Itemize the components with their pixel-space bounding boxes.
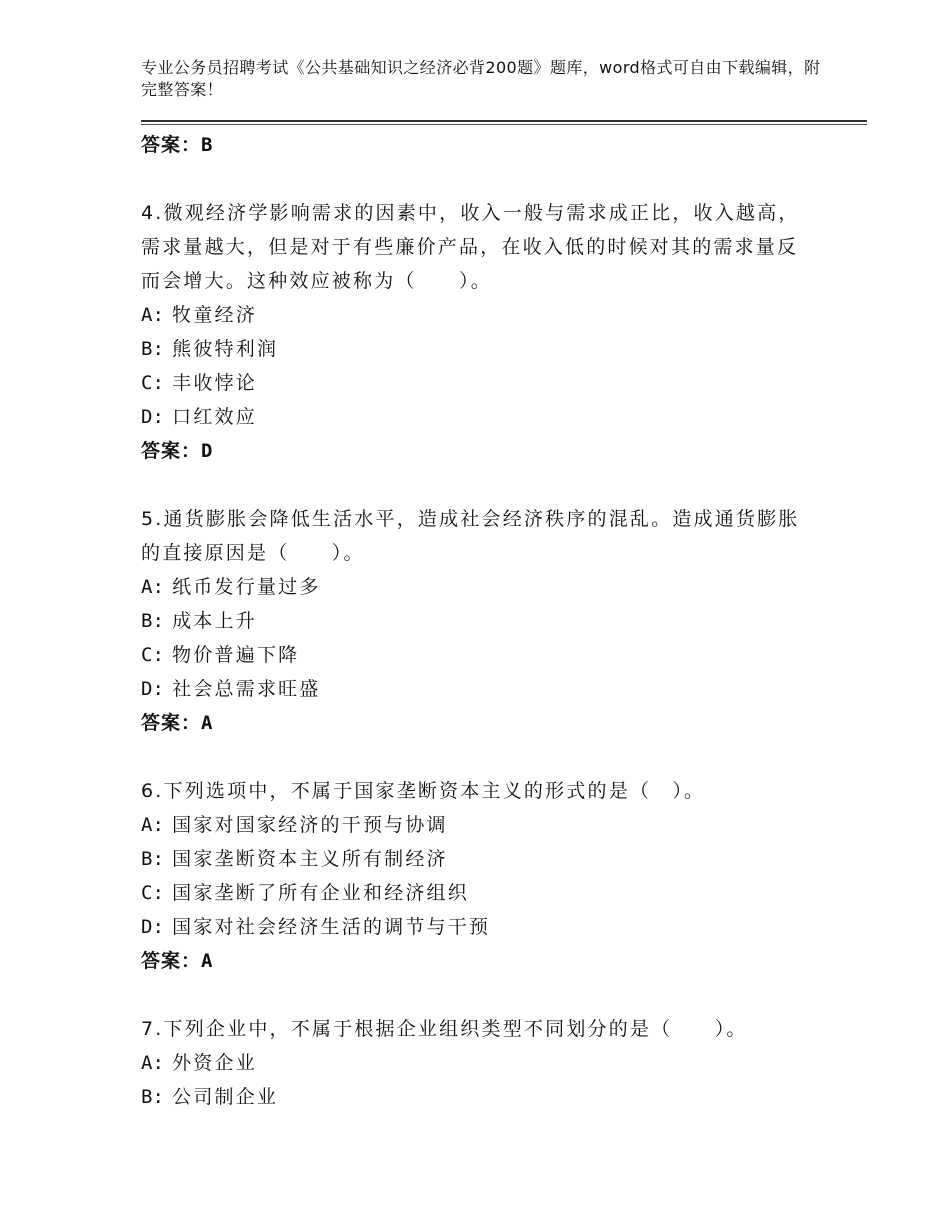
option-text: 国家对社会经济生活的调节与干预	[172, 916, 491, 938]
answer-label: 答案：	[141, 712, 202, 734]
option-text: 公司制企业	[172, 1086, 279, 1108]
option-c	[141, 876, 801, 910]
question-4	[141, 196, 801, 468]
option-b	[141, 842, 801, 876]
answer-value: A	[201, 950, 214, 972]
option-letter: C:	[141, 882, 164, 904]
option-letter: B:	[141, 338, 164, 360]
question-list	[141, 125, 801, 1114]
answer-value: B	[201, 134, 214, 156]
question-text: 5.通货膨胀会降低生活水平，造成社会经济秩序的混乱。造成通货膨胀的直接原因是（ ）。	[141, 508, 800, 564]
option-text: 社会总需求旺盛	[172, 678, 321, 700]
answer-label: 答案：	[141, 134, 202, 156]
option-text: 口红效应	[172, 406, 257, 428]
option-d	[141, 910, 801, 944]
question-text: 7.下列企业中，不属于根据企业组织类型不同划分的是（ ）。	[141, 1018, 748, 1040]
option-letter: B:	[141, 848, 164, 870]
option-c	[141, 366, 801, 400]
option-text: 国家垄断资本主义所有制经济	[172, 848, 448, 870]
answer-line	[141, 434, 801, 468]
answer-line	[141, 128, 801, 162]
question-7	[141, 1012, 801, 1114]
option-text: 熊彼特利润	[172, 338, 279, 360]
option-text: 外资企业	[172, 1052, 257, 1074]
option-d	[141, 400, 801, 434]
question-6	[141, 774, 801, 978]
answer-value: D	[201, 440, 214, 462]
option-a	[141, 808, 801, 842]
document-header: 专业公务员招聘考试《公共基础知识之经济必背200题》题库，word格式可自由下载编辑，附完整答案！	[141, 58, 821, 99]
answer-label: 答案：	[141, 950, 202, 972]
option-letter: C:	[141, 644, 164, 666]
option-letter: D:	[141, 916, 164, 938]
option-letter: A:	[141, 576, 164, 598]
option-b	[141, 604, 801, 638]
answer-label: 答案：	[141, 440, 202, 462]
option-b	[141, 1080, 801, 1114]
option-letter: A:	[141, 304, 164, 326]
option-d	[141, 672, 801, 706]
question-text: 4.微观经济学影响需求的因素中，收入一般与需求成正比，收入越高，需求量越大，但是对于有些廉价产品，在收入低的时候对其的需求量反而会增大。这种效应被称为（ ）。	[141, 202, 800, 292]
option-letter: B:	[141, 610, 164, 632]
option-text: 国家对国家经济的干预与协调	[172, 814, 448, 836]
answer-line	[141, 706, 801, 740]
option-letter: A:	[141, 814, 164, 836]
question-5	[141, 502, 801, 740]
header-divider-thick	[141, 120, 867, 122]
option-letter: A:	[141, 1052, 164, 1074]
option-b	[141, 332, 801, 366]
answer-line	[141, 944, 801, 978]
option-a	[141, 1046, 801, 1080]
option-text: 国家垄断了所有企业和经济组织	[172, 882, 469, 904]
option-a	[141, 570, 801, 604]
option-a	[141, 298, 801, 332]
option-c	[141, 638, 801, 672]
option-text: 牧童经济	[172, 304, 257, 326]
option-text: 物价普遍下降	[172, 644, 300, 666]
option-letter: C:	[141, 372, 164, 394]
option-letter: D:	[141, 406, 164, 428]
option-letter: B:	[141, 1086, 164, 1108]
question-text: 6.下列选项中，不属于国家垄断资本主义的形式的是（ ）。	[141, 780, 706, 802]
option-text: 成本上升	[172, 610, 257, 632]
option-text: 丰收悖论	[172, 372, 257, 394]
answer-value: A	[201, 712, 214, 734]
option-letter: D:	[141, 678, 164, 700]
option-text: 纸币发行量过多	[172, 576, 321, 598]
